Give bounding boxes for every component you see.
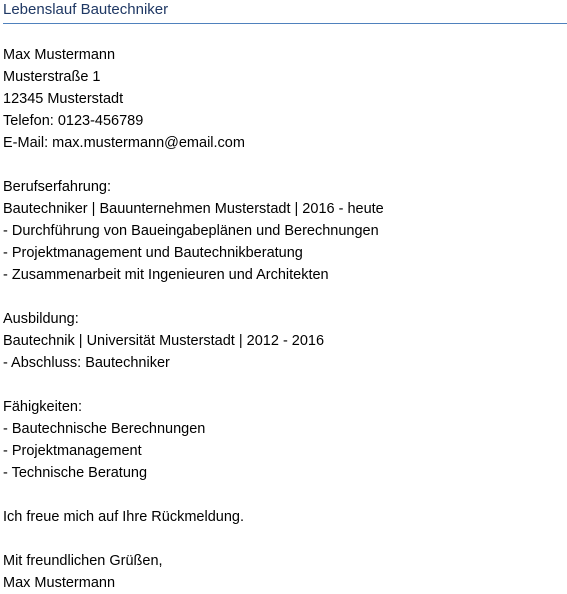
document-body bbox=[3, 44, 563, 594]
contact-name: Max Mustermann bbox=[3, 47, 116, 63]
experience-heading: Berufserfahrung: bbox=[3, 179, 112, 195]
skills-section bbox=[3, 396, 563, 484]
signoff-greeting: Mit freundlichen Grüßen, bbox=[3, 553, 163, 569]
skills-line: - Technische Beratung bbox=[3, 465, 148, 481]
education-line: - Abschluss: Bautechniker bbox=[3, 355, 170, 371]
experience-line: - Zusammenarbeit mit Ingenieuren und Architekten bbox=[3, 267, 329, 283]
spacer bbox=[3, 286, 563, 308]
contact-street: Musterstraße 1 bbox=[3, 69, 101, 85]
spacer bbox=[3, 484, 563, 506]
skills-line: - Bautechnische Berechnungen bbox=[3, 421, 206, 437]
title-underline bbox=[3, 23, 567, 24]
signoff-name: Max Mustermann bbox=[3, 575, 116, 591]
spacer bbox=[3, 154, 563, 176]
skills-heading: Fähigkeiten: bbox=[3, 399, 82, 415]
contact-email: E-Mail: max.mustermann@email.com bbox=[3, 135, 245, 151]
experience-line: - Durchführung von Baueingabeplänen und Berechnungen bbox=[3, 223, 379, 239]
spacer bbox=[3, 528, 563, 550]
skills-line: - Projektmanagement bbox=[3, 443, 142, 459]
education-section bbox=[3, 308, 563, 374]
contact-block bbox=[3, 44, 563, 154]
contact-city: 12345 Musterstadt bbox=[3, 91, 124, 107]
contact-phone: Telefon: 0123-456789 bbox=[3, 113, 144, 129]
closing-sentence: Ich freue mich auf Ihre Rückmeldung. bbox=[3, 509, 244, 525]
education-heading: Ausbildung: bbox=[3, 311, 79, 327]
education-line: Bautechnik | Universität Musterstadt | 2012 - 2016 bbox=[3, 333, 325, 349]
experience-line: - Projektmanagement und Bautechnikberatung bbox=[3, 245, 303, 261]
document-title: Lebenslauf Bautechniker bbox=[3, 1, 169, 18]
experience-line: Bautechniker | Bauunternehmen Musterstadt | 2016 - heute bbox=[3, 201, 384, 217]
signoff-block bbox=[3, 550, 563, 594]
spacer bbox=[3, 374, 563, 396]
experience-section bbox=[3, 176, 563, 286]
